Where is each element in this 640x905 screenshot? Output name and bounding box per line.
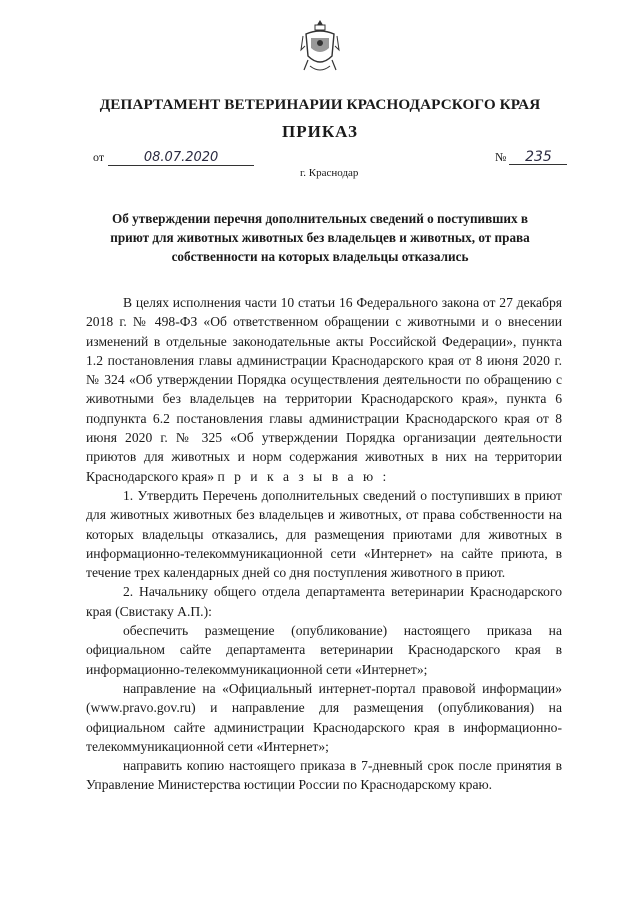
- item-1: 1. Утвердить Перечень дополнительных сведений о поступивших в приют для животных животных без владельцев и животных, от права собственности на которых владельцы отказались, для размещения приютами для животных в информационно-телекоммуникационной сети «Интернет» на сайте приюта, в течение трех календарных дней со дня поступления животного в приют.: [86, 487, 562, 581]
- document-type: ПРИКАЗ: [282, 122, 358, 141]
- order-date-line: [93, 150, 254, 166]
- document-subject: Об утверждении перечня дополнительных сведений о поступивших в приют для животных животных без владельцев и животных, от права собственности на которых владельцы отказались: [110, 211, 530, 264]
- date-label: от: [93, 150, 105, 164]
- number-label: №: [495, 150, 507, 164]
- city: г. Краснодар: [300, 167, 359, 179]
- subitem-1: обеспечить размещение (опубликование) настоящего приказа на официальном сайте департамента ветеринарии Краснодарского края в информационно-телекоммуникационной сети «Интернет»;: [86, 623, 562, 677]
- subitem-3: направить копию настоящего приказа в 7-дневный срок после принятия в Управление Министерства юстиции России по Краснодарскому краю.: [86, 758, 562, 793]
- coat-of-arms-icon: [300, 18, 340, 76]
- order-number: 235: [509, 150, 567, 165]
- order-date: 08.07.2020: [108, 151, 254, 166]
- department-name: ДЕПАРТАМЕНТ ВЕТЕРИНАРИИ КРАСНОДАРСКОГО КРАЯ: [99, 96, 541, 113]
- subitem-2: направление на «Официальный интернет-портал правовой информации» (www.pravo.gov.ru) и направление для размещения (опубликования) на официальном сайте администрации Краснодарского края в информационно-телекоммуникационной сети «Интернет»;: [86, 680, 562, 754]
- preamble-text: В целях исполнения части 10 статьи 16 Федерального закона от 27 декабря 2018 г. № 498-ФЗ «Об ответственном обращении с животными и о внесении изменений в отдельные законодательные акты Российской Федерации», пункта 1.2 постановления главы администрации Краснодарского края от 8 июня 2020 г. № 324 «Об утверждении Порядка осуществления деятельности по обращению с животными без владельцев на территории Краснодарского края», пункта 6 подпункта 6.2 постановления главы администрации Краснодарского края от 8 июня 2020 г. № 325 «Об утверждении Порядка организации деятельности приютов для животных и норм содержания животных в них на территории Краснодарского края»: [86, 295, 562, 484]
- preamble-paragraph: [86, 293, 562, 486]
- order-word: п р и к а з ы в а ю :: [217, 468, 390, 484]
- item-2: 2. Начальнику общего отдела департамента ветеринарии Краснодарского края (Свистаку А.П.):: [86, 584, 562, 619]
- order-number-line: [495, 150, 567, 165]
- document-body: [86, 293, 562, 795]
